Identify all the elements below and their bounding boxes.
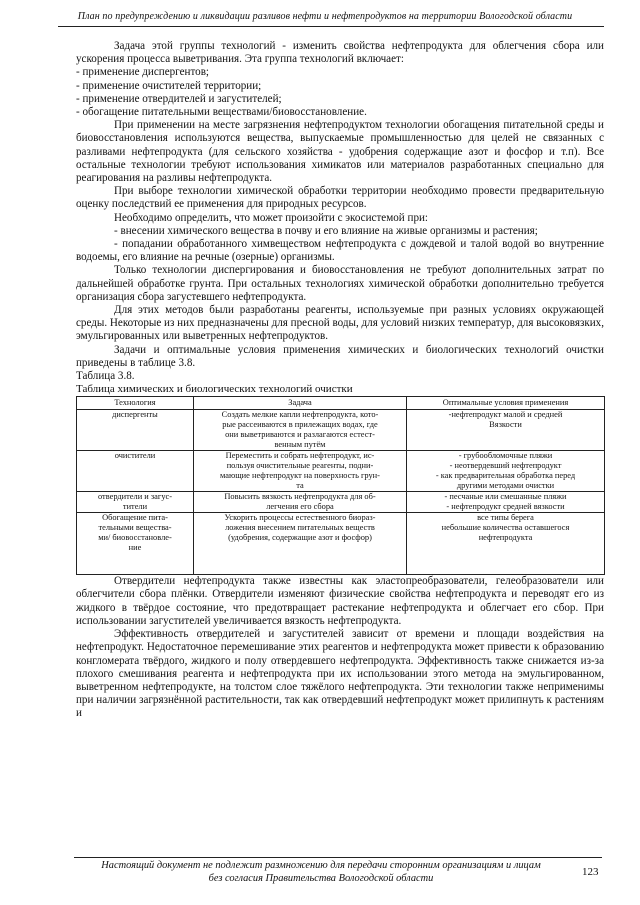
cell-line: они выветриваются и разлагаются естест- (225, 430, 375, 440)
cell-line: небольшие количества оставшегося (441, 523, 570, 533)
footer-notice-line: Настоящий документ не подлежит размножению для передачи сторонним организациям и лицам (101, 860, 541, 871)
cell-line: пользуя очистительные реагенты, подни- (226, 461, 374, 471)
cell-conditions (407, 451, 605, 492)
cell-line: - нефтепродукт средней вязкости (446, 502, 565, 512)
cell-task (194, 492, 407, 513)
cell-technology (77, 492, 194, 513)
list-item: - попадании обработанного химвеществом нефтепродукта с дождевой и талой водой во внутренние водоемы, его влияние на речные (озерные) организмы. (76, 238, 604, 264)
cell-line: Переместить и собрать нефтепродукт, ис- (225, 451, 375, 461)
list-item: - применение очистителей территории; (76, 79, 262, 92)
cell-line: та (296, 481, 304, 491)
cell-line: ми/ биовосстановле- (98, 533, 172, 543)
table-header-row (77, 397, 605, 410)
cell-line: нефтепродукта (478, 533, 533, 543)
paragraph: При выборе технологии химической обработки территории необходимо провести предварительную оценку последствий ее применения для природных ресурсов. (76, 185, 604, 211)
cell-line: очистители (114, 451, 156, 461)
running-footer (76, 860, 566, 885)
cell-line: все типы берега (477, 513, 534, 523)
column-header: Задача (194, 397, 407, 410)
cell-task (194, 451, 407, 492)
cell-technology (77, 513, 194, 575)
cell-line: отвердители и загус- (97, 492, 173, 502)
paragraph: Для этих методов были разработаны реагенты, используемые при разных условиях окружающей среды. Некоторые из них предназначены для пресной воды, для условий низких температур, для высоковязких, эмульгированных или выветренных нефтепродуктов. (76, 304, 604, 343)
cell-line: ние (128, 543, 142, 553)
cell-task (194, 513, 407, 575)
cell-line: венным путём (274, 440, 326, 450)
cell-line: ложения внесением питательных веществ (225, 523, 375, 533)
list-item: - внесении химического вещества в почву и его влияние на живые организмы и растения; (114, 224, 538, 237)
cell-line: Обогащение пита- (102, 513, 168, 523)
running-header: План по предупреждению и ликвидации разливов нефти и нефтепродуктов на территории Вологодской области (77, 11, 573, 22)
cell-task (194, 410, 407, 451)
cell-line: Ускорить процессы естественного биораз- (224, 513, 376, 523)
cell-line: рые рассеиваются в прилежащих водах, где (222, 420, 378, 430)
cell-line: - неотвердевший нефтепродукт (449, 461, 562, 471)
table-body (77, 410, 605, 575)
paragraph: Отвердители нефтепродукта также известны как эластопреобразователи, гелеобразователи или облегчители сбора плёнки. Отвердители изменяют физические свойства нефтепродукта и переводят его из жидкого в твёрдое состояние, что предотвращает растекание нефтепродукта и облегчает его сбор. При использовании загустителей увеличивается вязкость нефтепродукта. (76, 575, 604, 627)
table-label: Таблица 3.8. (76, 370, 135, 383)
column-header: Оптимальные условия применения (407, 397, 605, 410)
paragraph: Необходимо определить, что может произойти с экосистемой при: (114, 211, 429, 224)
paragraph: Эффективность отвердителей и загустителей зависит от времени и площади воздействия на нефтепродукт. Недостаточное перемешивание этих реагентов и нефтепродукта может привести к образованию конгломерата твёрдого, жидкого и полу отвердевшего нефтепродукта. Эффективность также снижается из-за плохого смешивания реагента и нефтепродукта при их использовании этого метода на эмульгированном, выветренном нефтепродукте, на толстом слое тяжёлого нефтепродукта. Эти технологии также неприменимы при наличии загрязнённой растительности, так как отвердевший нефтепродукт может прилипнуть к растениям и (76, 628, 604, 720)
cell-line: диспергенты (112, 410, 158, 420)
document-body (76, 40, 604, 721)
table-row (77, 451, 605, 492)
cell-technology (77, 410, 194, 451)
cell-line: Повысить вязкость нефтепродукта для об- (224, 492, 376, 502)
cell-line: - как предварительная обработка перед (435, 471, 576, 481)
list-item: - применение диспергентов; (76, 66, 210, 79)
page-number: 123 (582, 866, 599, 878)
cell-line: тители (122, 502, 148, 512)
cell-line: мающие нефтепродукт на поверхность грун- (220, 471, 380, 481)
cell-technology (77, 451, 194, 492)
cell-conditions (407, 410, 605, 451)
paragraph: Задача этой группы технологий - изменить свойства нефтепродукта для облегчения сбора или ускорения процесса выветривания. Эта группа технологий включает: (76, 40, 604, 66)
column-header: Технология (77, 397, 194, 410)
cell-line: - песчаные или смешанные пляжи (444, 492, 567, 502)
header-divider (58, 26, 604, 27)
footer-notice-line: без согласия Правительства Вологодской области (208, 872, 434, 884)
footer-divider (74, 857, 602, 858)
cell-line: Вязкости (489, 420, 522, 430)
table-row (77, 513, 605, 575)
cell-line: -нефтепродукт малой и средней (448, 410, 563, 420)
cell-line: другими методами очистки (456, 481, 555, 491)
cell-conditions (407, 513, 605, 575)
technologies-table (76, 396, 605, 575)
list-item: - обогащение питательными веществами/биовосстановление. (76, 106, 367, 119)
cell-line: тельными вещества- (98, 523, 172, 533)
table-title: Таблица химических и биологических технологий очистки (76, 383, 353, 396)
cell-line: Создать мелкие капли нефтепродукта, кото- (221, 410, 379, 420)
paragraph: Задачи и оптимальные условия применения химических и биологических технологий очистки приведены в таблице 3.8. (76, 343, 604, 369)
table-row (77, 492, 605, 513)
cell-line: - грубообломочные пляжи (458, 451, 553, 461)
cell-conditions (407, 492, 605, 513)
table-row (77, 410, 605, 451)
cell-line: легчения его сбора (266, 502, 334, 512)
paragraph: При применении на месте загрязнения нефтепродуктом технологии обогащения питательной среды и биовосстановления используются вещества, выпускаемые промышленностью для целей не связанных с разливами нефтепродукта (для сельского хозяйства - удобрения содержащие азот и фосфор и т.п). Все остальные технологии требуют использования химикатов или материалов разработанных специально для реагирования на разливы нефтепродукта. (76, 119, 604, 185)
cell-line: (удобрения, содержащие азот и фосфор) (228, 533, 372, 543)
paragraph: Только технологии диспергирования и биовосстановления не требуют дополнительных затрат по дальнейшей обработке грунта. При остальных технологиях химической обработки дополнительно требуется организация сбора загустевшего нефтепродукта. (76, 264, 604, 303)
list-item: - применение отвердителей и загустителей; (76, 92, 282, 105)
